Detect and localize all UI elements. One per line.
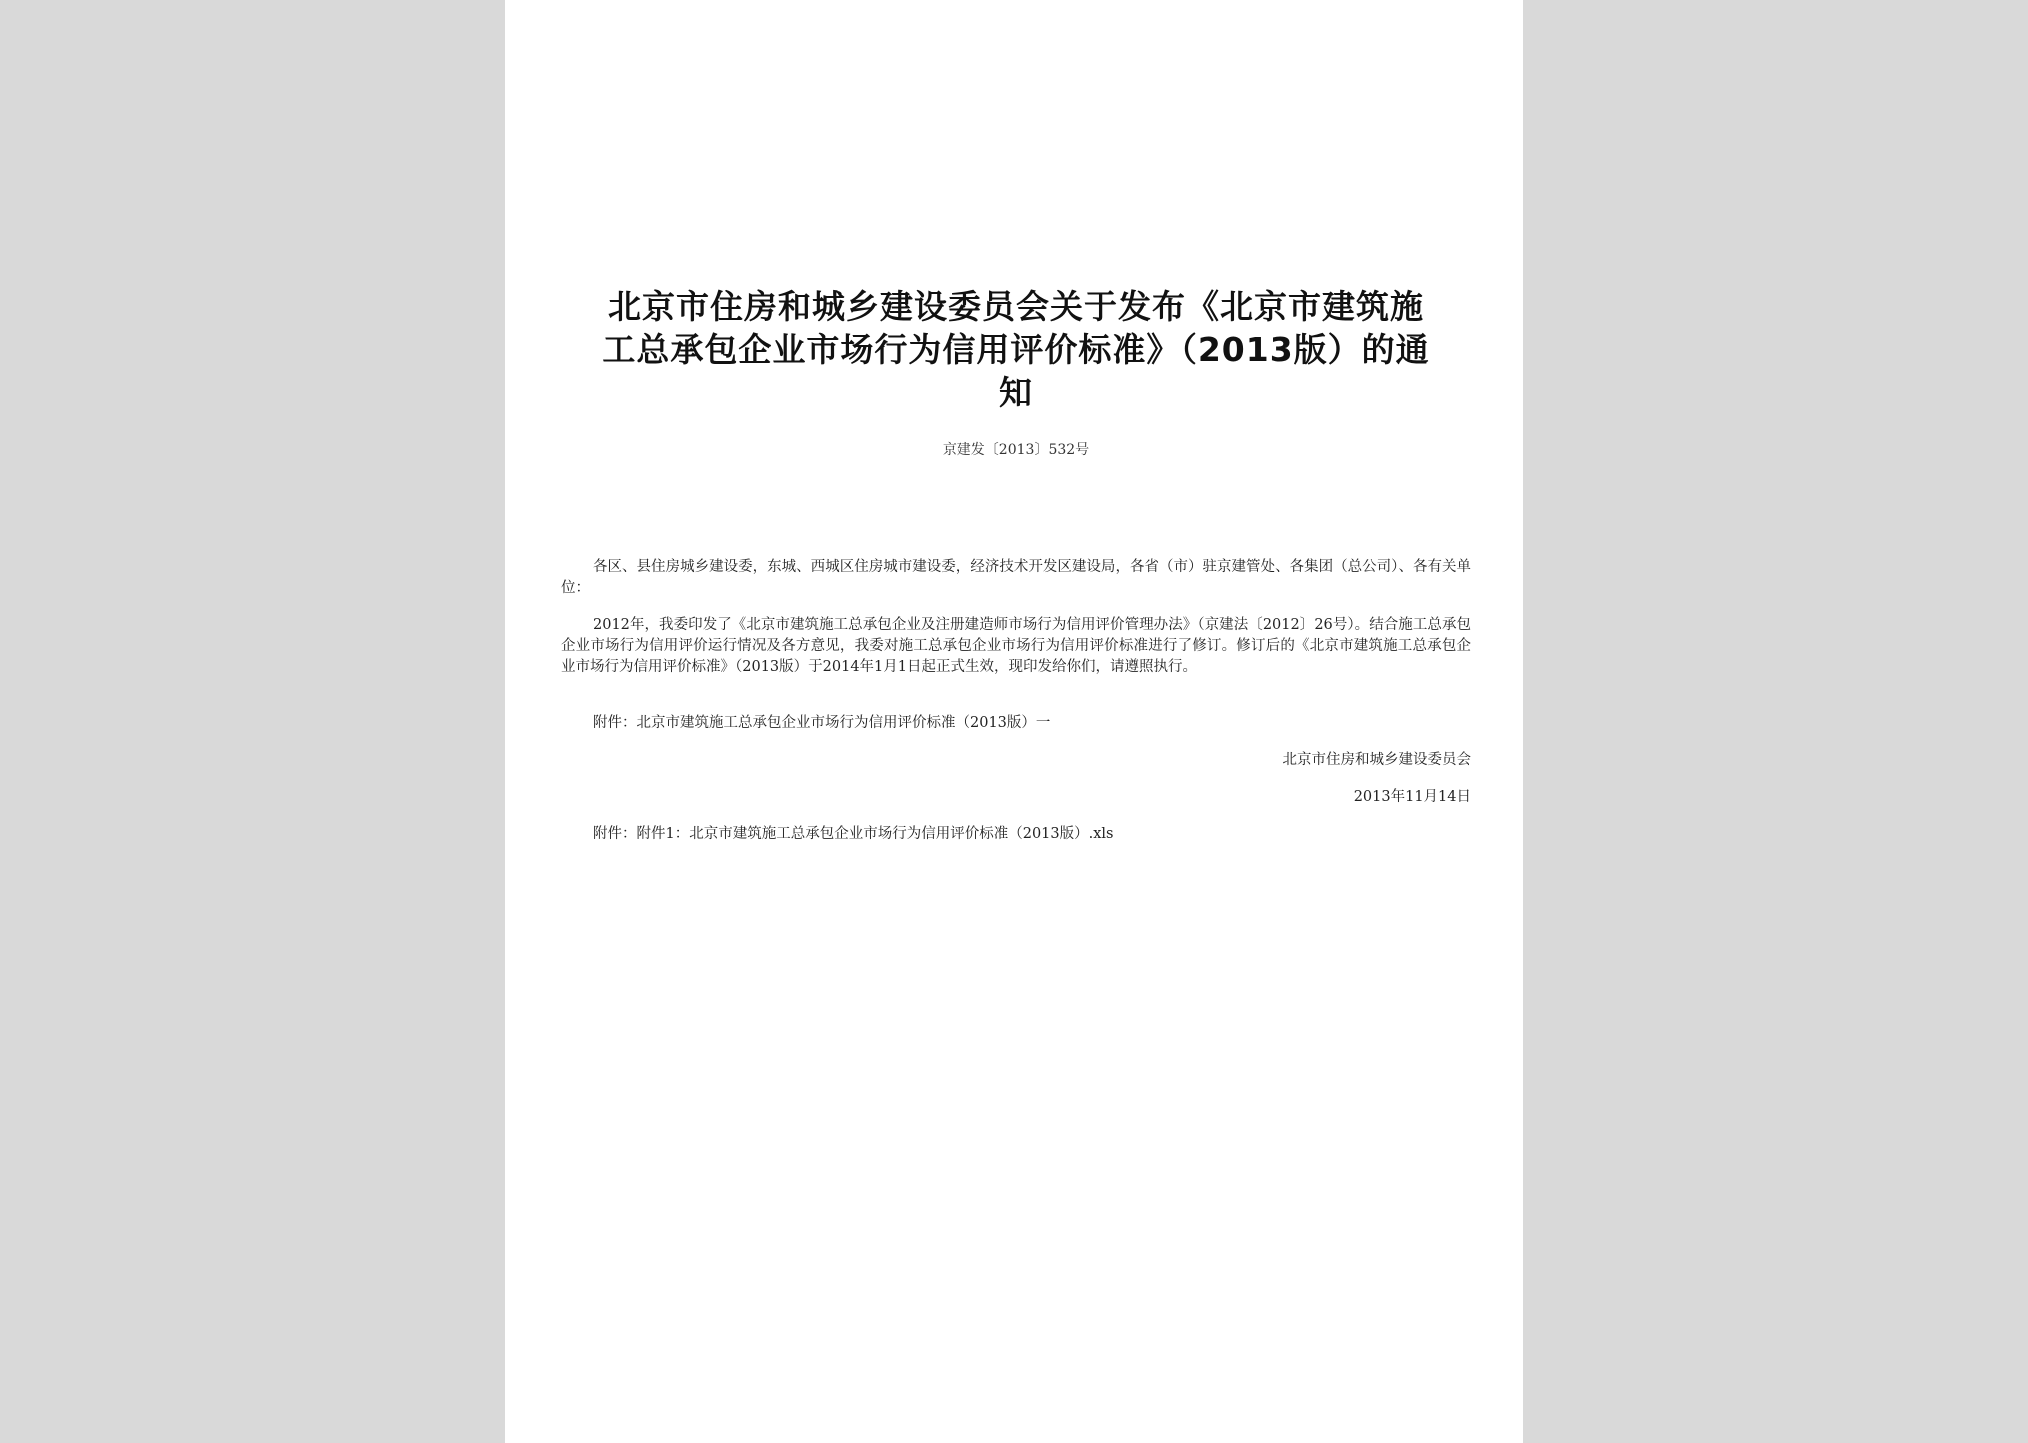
document-page [505,0,1523,1443]
title-line-2: 工总承包企业市场行为信用评价标准》（2013版）的通 [602,330,1430,369]
attachment-note: 附件：北京市建筑施工总承包企业市场行为信用评价标准（2013版）一 [593,715,1051,731]
issue-date: 2013年11月14日 [1353,789,1471,805]
title-line-3: 知 [999,373,1033,412]
addressee-paragraph: 各区、县住房城乡建设委，东城、西城区住房城市建设委，经济技术开发区建设局，各省（市）驻京建管处、各集团（总公司）、各有关单位： [561,559,1471,596]
issuer-name: 北京市住房和城乡建设委员会 [1282,752,1471,768]
document-title [561,285,1471,414]
attachment-file-link[interactable]: 附件：附件1：北京市建筑施工总承包企业市场行为信用评价标准（2013版）.xls [593,826,1114,842]
document-number: 京建发〔2013〕532号 [942,442,1090,458]
title-line-1: 北京市住房和城乡建设委员会关于发布《北京市建筑施 [608,287,1424,326]
body-paragraph: 2012年，我委印发了《北京市建筑施工总承包企业及注册建造师市场行为信用评价管理办法》（京建法〔2012〕26号）。结合施工总承包企业市场行为信用评价运行情况及各方意见，我委对施工总承包企业市场行为信用评价标准进行了修订。修订后的《北京市建筑施工总承包企业市场行为信用评价标准》（2013版）于2014年1月1日起正式生效，现印发给你们，请遵照执行。 [561,617,1471,675]
